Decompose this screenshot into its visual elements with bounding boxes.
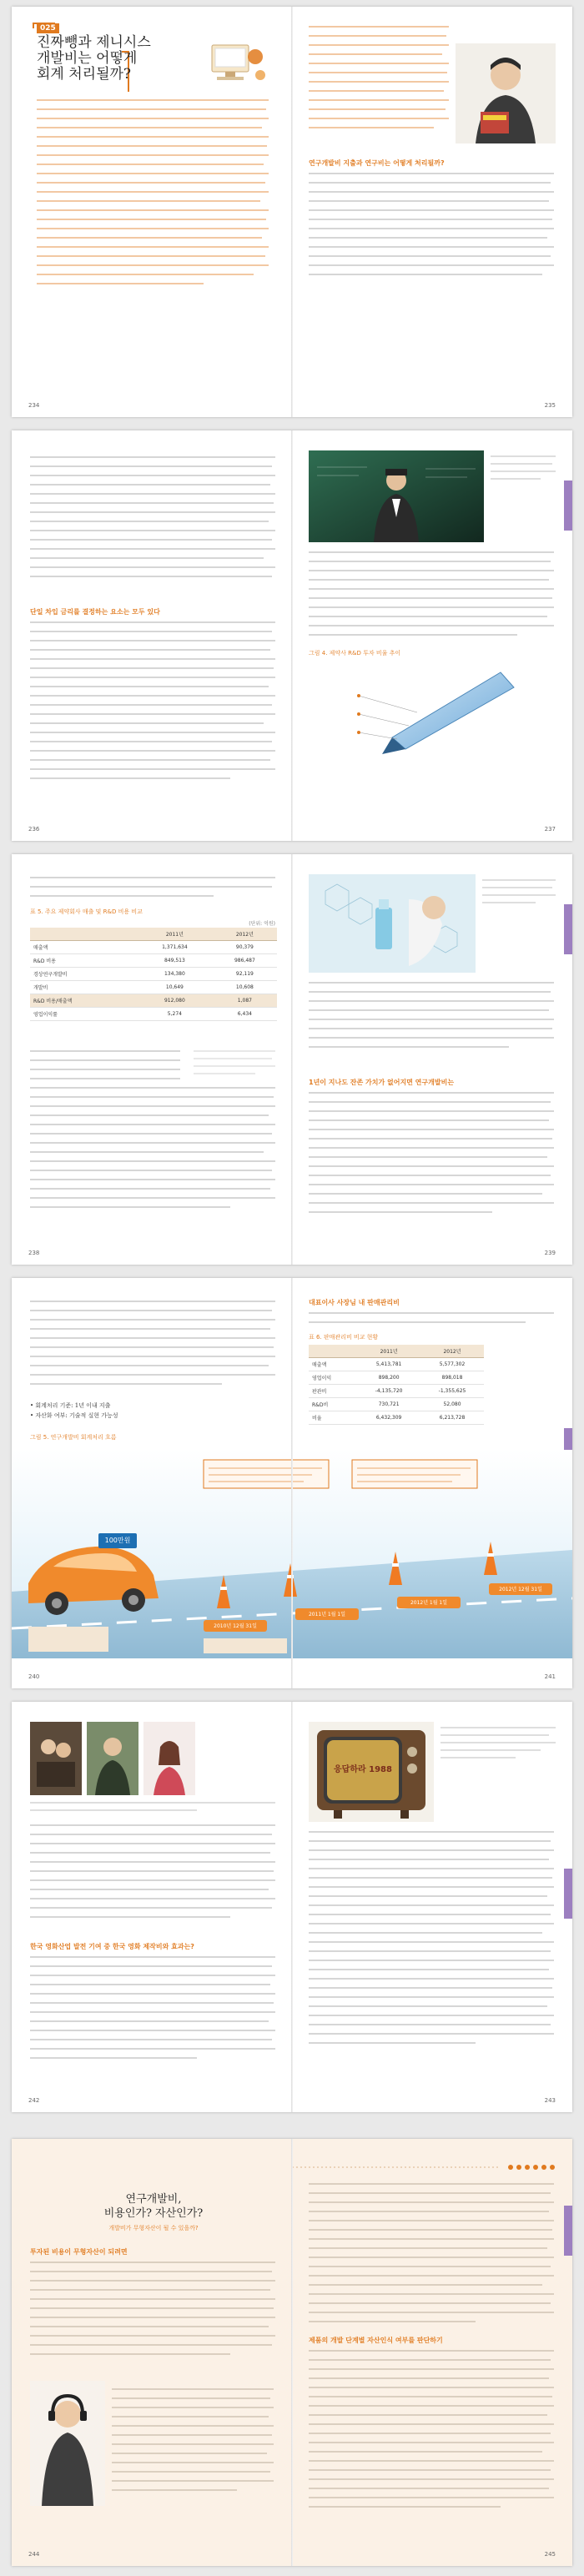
chapter-side-tab (564, 480, 572, 531)
body-text-lines (309, 1829, 556, 2079)
table-row (309, 1358, 484, 1371)
table-cell: 849,513 (137, 954, 213, 968)
table-cell: 6,434 (213, 1008, 277, 1021)
chapter-title-line-2: 개발비는 어떻게 (37, 50, 138, 67)
table-cell: -4,135,720 (357, 1385, 420, 1398)
body-text-lines (30, 454, 277, 604)
section-heading: 1년이 지나도 잔존 가치가 없어지면 연구개발비는 (309, 1079, 455, 1086)
chapter-side-tab (564, 1869, 572, 1919)
table-row (309, 1371, 484, 1385)
headphone-person-photo (30, 2381, 105, 2506)
table-cell: 영업이익률 (30, 1008, 137, 1021)
page-number: 237 (544, 826, 556, 833)
table-cell: 영업이익 (309, 1371, 357, 1385)
posters-caption (30, 1800, 277, 1819)
table-row (30, 1008, 277, 1021)
page-242 (12, 1702, 292, 2112)
note-2: • 자산화 여부: 기술적 실현 가능성 (30, 1412, 118, 1419)
sign-value: 100만원 (104, 1537, 131, 1544)
body-text-lines-2 (30, 1954, 277, 2079)
page-235 (292, 7, 572, 417)
diagram-title: 그림 5. 연구개발비 회계처리 흐름 (30, 1434, 117, 1441)
chapter-badge: 025 (37, 23, 59, 33)
table-row (30, 941, 277, 954)
spread-1 (12, 7, 572, 417)
table-cell: 730,721 (357, 1398, 420, 1411)
section-heading: 투자된 비용이 무형자산이 되려면 (30, 2248, 128, 2256)
table-cell: 912,080 (137, 994, 213, 1008)
page-234 (12, 7, 292, 417)
table-cell: 134,380 (137, 968, 213, 981)
table-header-cell: 2011년 (137, 928, 213, 941)
table-cell: R&D비 (309, 1398, 357, 1411)
spread-6 (12, 2139, 572, 2566)
date-marker-1: 2010년 12월 31일 (214, 1623, 257, 1629)
table-cell: 1,087 (213, 994, 277, 1008)
page-number: 240 (28, 1673, 40, 1680)
table-row (309, 1385, 484, 1398)
chapter-side-tab (564, 904, 572, 954)
dotted-rule (292, 2159, 567, 2176)
table-cell: 5,577,302 (420, 1358, 484, 1371)
section-heading: 연구개발비 지출과 연구비는 어떻게 처리될까? (309, 159, 445, 167)
section-heading: 대표이사 사장님 내 판매관리비 (309, 1299, 400, 1306)
table-cell: 10,649 (137, 981, 213, 994)
photo-caption (441, 1725, 557, 1769)
body-text-lines (30, 874, 277, 908)
page-number: 236 (28, 826, 40, 833)
presenter-photo (309, 450, 484, 542)
page-number: 241 (544, 1673, 556, 1680)
body-text-lines (30, 1298, 277, 1398)
table-unit: (단위: 억원) (249, 921, 275, 927)
table-cell: 6,432,309 (357, 1411, 420, 1425)
body-text-lines (309, 170, 556, 379)
table-row (30, 981, 277, 994)
page-236 (12, 430, 292, 841)
table-title: 표 6. 판매관리비 비교 현황 (309, 1334, 379, 1341)
movie-poster-1 (30, 1722, 82, 1795)
table-row (30, 968, 277, 981)
photo-caption (482, 878, 557, 913)
body-text-lines-2 (309, 1089, 556, 1231)
table-cell: -1,355,625 (420, 1385, 484, 1398)
page-number: 242 (28, 2097, 40, 2104)
table-cell: R&D 비용 (30, 954, 137, 968)
table-row (309, 1398, 484, 1411)
table-title: 표 5. 주요 제약회사 매출 및 R&D 비용 비교 (30, 908, 143, 915)
table-cell: 90,379 (213, 941, 277, 954)
table-header-cell (30, 928, 137, 941)
chapter-title-line-3: 회계 처리될까? (37, 66, 132, 83)
table-cell: 개발비 (30, 981, 137, 994)
person-photo (456, 43, 556, 143)
table-header-row (30, 928, 277, 941)
table-cell: 986,487 (213, 954, 277, 968)
table-cell: 92,119 (213, 968, 277, 981)
body-text-lines (309, 549, 556, 666)
road-illustration (12, 1450, 572, 1658)
body-text-lines-2 (30, 1048, 277, 1240)
page-244 (12, 2139, 292, 2566)
spread-4 (12, 1278, 572, 1688)
page-238 (12, 854, 292, 1265)
photo-caption (491, 454, 557, 490)
intro-text-lines (37, 97, 270, 305)
section-heading: 한국 영화산업 발전 기여 중 한국 영화 제작비와 효과는? (30, 1943, 194, 1950)
page-number: 244 (28, 2551, 40, 2558)
table-cell: 5,274 (137, 1008, 213, 1021)
table-cell: 경상연구개발비 (30, 968, 137, 981)
page-number: 234 (28, 402, 40, 409)
retro-tv-photo (309, 1722, 434, 1822)
table-cell: 매출액 (309, 1358, 357, 1371)
table-cell: 6,213,728 (420, 1411, 484, 1425)
date-marker-2: 2011년 1월 1일 (308, 1612, 346, 1618)
chapter-title (37, 35, 151, 83)
table-row (30, 994, 277, 1008)
table-cell: 판관비 (309, 1385, 357, 1398)
intro-right-lines (309, 23, 451, 148)
chapter-side-tab (564, 2206, 572, 2256)
table-header-cell: 2012년 (420, 1345, 484, 1358)
table-cell: 52,080 (420, 1398, 484, 1411)
table-header-row (309, 1345, 484, 1358)
timeline-diagram (12, 1450, 572, 1658)
pen-illustration (342, 662, 526, 754)
table-cell: 5,413,781 (357, 1358, 420, 1371)
spread-5 (12, 1702, 572, 2112)
page-number: 238 (28, 1250, 40, 1256)
rd-table (30, 928, 277, 1021)
column-title-line-2: 비용인가? 자산인가? (103, 2207, 204, 2220)
page-number: 235 (544, 402, 556, 409)
movie-poster-2 (87, 1722, 138, 1795)
page-number: 239 (544, 1250, 556, 1256)
column-title-line-1: 연구개발비, (125, 2193, 182, 2206)
table-row (309, 1411, 484, 1425)
table-header-cell: 2011년 (357, 1345, 420, 1358)
movie-poster-3 (143, 1722, 195, 1795)
chapter-title-line-1: 진짜뺑과 제니시스 (37, 34, 151, 51)
body-text-lines-2 (309, 2347, 556, 2531)
date-marker-3: 2012년 1월 1일 (410, 1600, 448, 1606)
table-cell: 10,608 (213, 981, 277, 994)
lab-photo (309, 874, 476, 973)
table-cell: 매출액 (30, 941, 137, 954)
body-text-lines-2 (30, 619, 277, 811)
table-cell: 1,371,634 (137, 941, 213, 954)
computer-illustration (204, 40, 270, 90)
body-text-lines (309, 2181, 556, 2347)
body-text-lines (309, 979, 556, 1071)
table-header-cell (309, 1345, 357, 1358)
column-subtitle: 개발비가 무형자산이 될 수 있을까? (108, 2225, 199, 2231)
page-243 (292, 1702, 572, 2112)
sga-table (309, 1345, 484, 1425)
section-heading: 단일 차입 금리를 결정하는 요소는 모두 있다 (30, 608, 160, 616)
figure-title: 그림 4. 제약사 R&D 투자 비율 추이 (309, 650, 401, 657)
table-row (30, 954, 277, 968)
section-heading: 제품의 개발 단계별 자산인식 여부를 판단하기 (309, 2337, 443, 2344)
poster-text: 응답하라 1988 (334, 1765, 392, 1774)
page-number: 245 (544, 2551, 556, 2558)
note-1: • 회계처리 기준: 1년 이내 지출 (30, 1402, 111, 1409)
spread-2 (12, 430, 572, 841)
table-cell: 898,200 (357, 1371, 420, 1385)
body-text-lines-2 (112, 2386, 275, 2519)
column-title (62, 2192, 245, 2221)
table-cell: 비율 (309, 1411, 357, 1425)
table-header-cell: 2012년 (213, 928, 277, 941)
table-cell: R&D 비용/매출액 (30, 994, 137, 1008)
spread-3 (12, 854, 572, 1265)
page-237 (292, 430, 572, 841)
page-245 (292, 2139, 572, 2566)
body-text-lines (30, 1822, 277, 1939)
body-text-lines (309, 1310, 556, 1335)
page-239 (292, 854, 572, 1265)
page-number: 243 (544, 2097, 556, 2104)
table-cell: 898,018 (420, 1371, 484, 1385)
body-text-lines (30, 2259, 277, 2376)
date-marker-4: 2012년 12월 31일 (499, 1587, 542, 1592)
